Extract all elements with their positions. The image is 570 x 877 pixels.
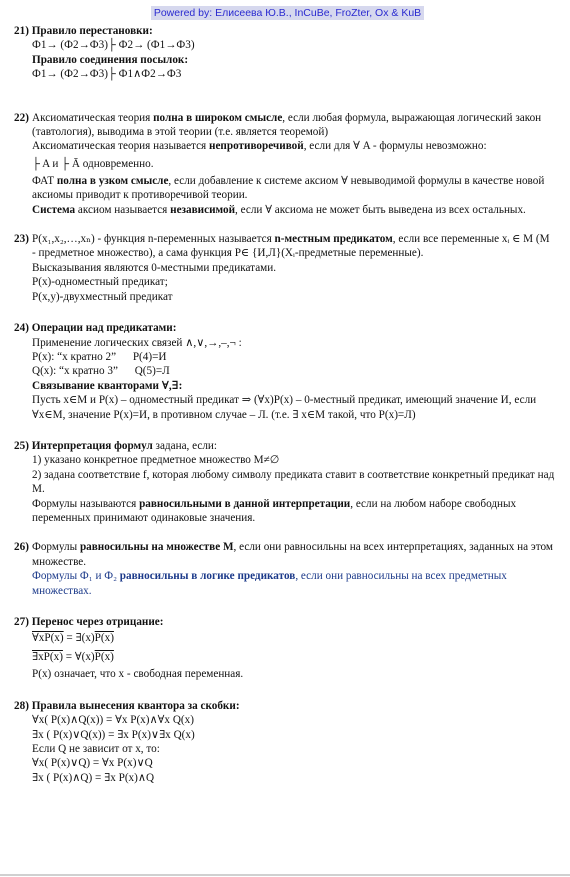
text: , если для ∀ A - формулы невозможно: [303, 140, 487, 153]
rule-join-premises: Ф1→ (Ф2→Ф3)├ Ф1∧Ф2→Ф3 [32, 68, 182, 81]
document-body [14, 24, 556, 785]
text: Формулы [32, 541, 80, 554]
negated-term: ∃xP(x) [32, 651, 63, 664]
term: непротиворечивой [209, 140, 304, 153]
section-28 [14, 699, 556, 785]
section-25-heading [14, 439, 556, 453]
negation-rule-exists [14, 648, 556, 667]
quantifier-rule-3: ∀x( P(x)∨Q) = ∀x P(x)∨Q [32, 757, 153, 770]
section-22-para-4 [14, 174, 556, 203]
section-25-para-2: 2) задана соответствие f, которая любому символу предиката ставит в соответствие конкретный предикат над M. [32, 468, 555, 496]
section-23-para-2: Высказывания являются 0-местными предикатами. [32, 261, 277, 274]
quantifier-rule-2: ∃x ( P(x)∨Q(x)) = ∃x P(x)∨∃x Q(x) [32, 728, 195, 741]
section-26 [14, 540, 556, 598]
section-23-para-3: P(x)-одноместный предикат; [32, 276, 168, 289]
section-24-subtitle: Связывание кванторами ∀,∃: [32, 379, 183, 392]
section-28-title: 28) Правила вынесения квантора за скобки: [14, 699, 240, 712]
section-24-title: 24) Операции над предикатами: [14, 322, 177, 335]
text: Аксиоматическая теория называется [32, 140, 209, 153]
rule-permutation: Ф1→ (Ф2→Ф3)├ Ф2→ (Ф1→Ф3) [32, 39, 195, 52]
section-23-para-4: P(x,y)-двухместный предикат [32, 290, 173, 303]
quantifier-rule-1: ∀x( P(x)∧Q(x)) = ∀x P(x)∧∀x Q(x) [32, 714, 194, 727]
section-26-para-1 [14, 540, 556, 569]
section-23 [14, 232, 556, 304]
negation-rule-forall [14, 629, 556, 648]
section-21 [14, 24, 556, 82]
section-21-title: 21) Правило перестановки: [14, 25, 153, 37]
section-25-para-1: 1) указано конкретное предметное множество M≠∅ [32, 454, 280, 467]
text: Аксиоматическая теория [32, 111, 154, 124]
term: независимой [170, 203, 236, 216]
section-27-note: P(x) означает, что x - свободная переменная. [32, 668, 244, 681]
term: Система [32, 203, 76, 216]
text: , если любая формула, выражающая логический закон (тавтология), выводима в этой теории (т.е. является теоремой) [32, 111, 542, 139]
section-23-number: 23) [14, 233, 29, 246]
section-26-para-2 [14, 569, 556, 598]
section-25 [14, 439, 556, 525]
section-24 [14, 321, 556, 422]
section-25-para-3 [14, 497, 556, 526]
negated-term: P(x) [94, 651, 114, 664]
text: , если они равносильны на всех предметных множествах. [32, 570, 507, 597]
text: , если добавление к системе аксиом ∀ невыводимой формулы в качестве новой аксиомы приводит к противоречивой теории. [32, 174, 545, 202]
section-22-para-3: ├ A и ├ Ā одновременно. [32, 157, 154, 170]
section-22-para-1 [14, 111, 556, 140]
section-24-para-5: Пусть x∈M и P(x) – одноместный предикат ⇒ (∀x)P(x) – 0-местный предикат, имеющий значение И, если ∀x∈M, значение P(x)=И, в противном случае – Л. (т.е. ∃ x∈M такой, что P(x)=Л) [32, 394, 537, 421]
text: = ∃(x) [63, 632, 95, 645]
text: задана, если: [152, 439, 218, 452]
term: равносильны в логике предикатов [119, 570, 296, 583]
quantifier-rule-4: ∃x ( P(x)∧Q) = ∃x P(x)∧Q [32, 771, 155, 784]
section-21-subtitle: Правило соединения посылок: [32, 53, 189, 66]
section-22-para-2 [14, 139, 556, 153]
page-bottom-divider [0, 874, 570, 876]
text: P(x₁,x₂,…,xₙ) - функция n-переменных называется [32, 233, 275, 246]
term: равносильны на множестве M [79, 541, 234, 554]
text: , если на любом наборе свободных переменных принимают одинаковые значения. [32, 497, 517, 524]
text: , если ∀ аксиома не может быть выведена из всех остальных. [235, 203, 526, 216]
term: полна в широком смысле [153, 111, 283, 124]
text: = ∀(x) [62, 651, 95, 664]
section-26-number: 26) [14, 541, 29, 554]
powered-by-banner: Powered by: Елисеева Ю.В., InCuBe, FroZter, Ox & KuB [151, 6, 424, 20]
section-24-para-3: Q(x): “x кратно 3” Q(5)=Л [32, 365, 170, 378]
section-22-number: 22) [14, 111, 29, 124]
section-22-para-5 [14, 203, 556, 217]
negated-term: ∀xP(x) [32, 632, 64, 645]
text: аксиом называется [75, 203, 171, 216]
section-27 [14, 615, 556, 682]
section-22 [14, 111, 556, 217]
text: , если они равносильны на всех интерпретациях, заданных на этом множестве. [32, 541, 553, 568]
negated-term: P(x) [94, 632, 114, 645]
section-25-title: 25) Интерпретация формул [14, 439, 153, 452]
section-24-para-1: Применение логических связей ∧,∨,→,–,¬ : [32, 336, 242, 349]
term: n-местным предикатом [274, 233, 393, 246]
text: , если все переменные xᵢ ∈ M (M - предметное множество), а сама функция P∈ {И,Л}(Xᵢ-предметные переменные). [32, 233, 550, 260]
term: равносильными в данной интерпретации [139, 497, 351, 510]
quantifier-condition: Если Q не зависит от x, то: [32, 743, 160, 756]
section-24-para-2: P(x): “x кратно 2” P(4)=И [32, 350, 167, 363]
term: полна в узком смысле [56, 174, 169, 187]
section-27-title: 27) Перенос через отрицание: [14, 616, 164, 628]
text: Формулы Ф₁ и Ф₂ [32, 570, 120, 583]
text: ФАТ [32, 174, 57, 187]
text: Формулы называются [32, 497, 140, 510]
section-23-para-1 [14, 232, 556, 261]
